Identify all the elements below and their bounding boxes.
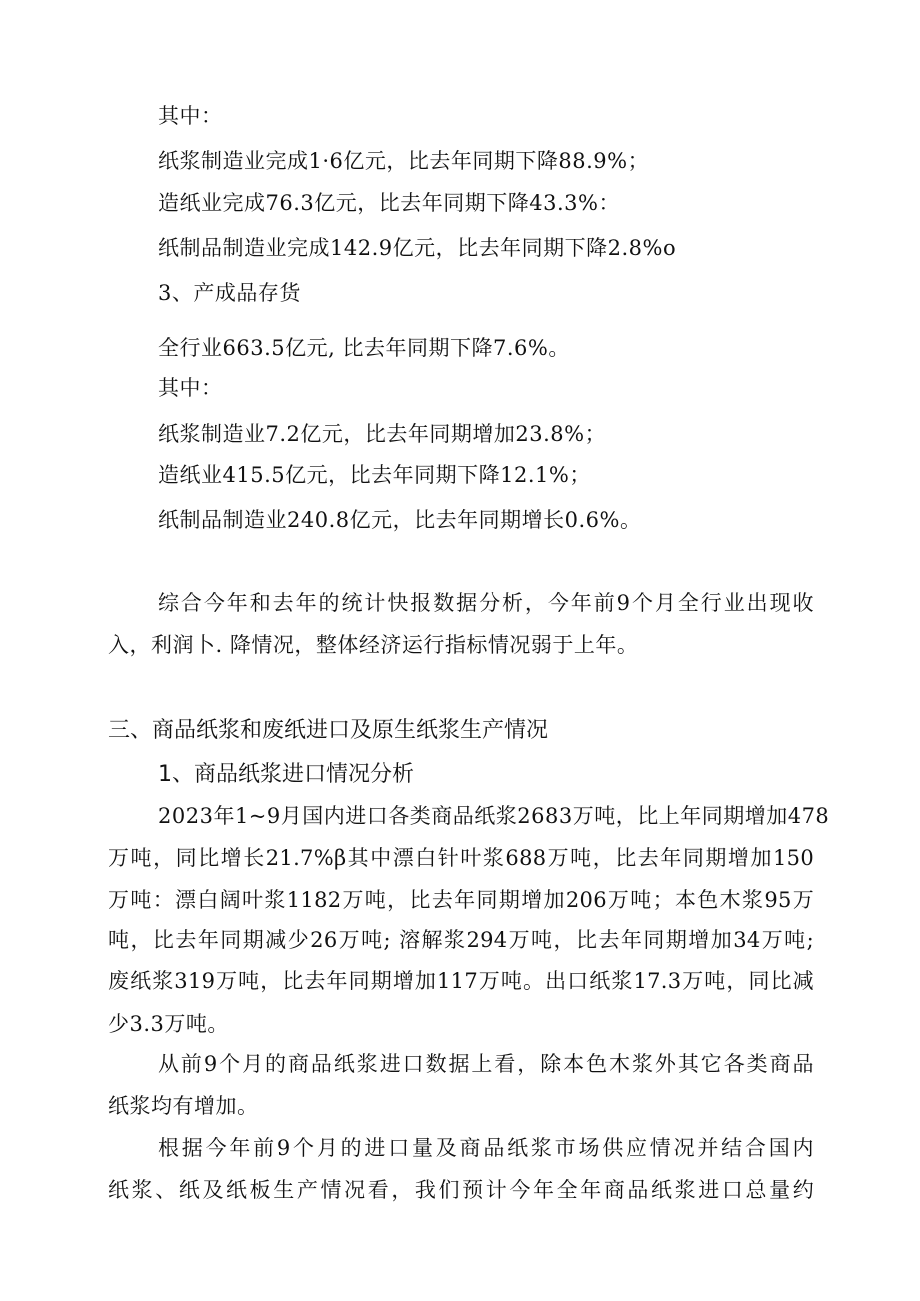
inventory-pulp-line: 纸浆制造业7.2亿元，比去年同期增加23.8%； xyxy=(158,422,607,446)
section-3-subtitle: 1、商品纸浆进口情况分析 xyxy=(158,762,414,787)
paper-revenue-line: 造纸业完成76.3亿元，比去年同期下降43.3%： xyxy=(158,191,620,215)
trend-para-line-2: 纸浆均有增加。 xyxy=(108,1094,259,1118)
products-revenue-line: 纸制品制造业完成142.9亿元，比去年同期下降2.8%o xyxy=(158,236,677,260)
import-para-line-6: 少3.3万吨。 xyxy=(108,1012,229,1036)
summary-line-1: 综合今年和去年的统计快报数据分析，今年前9个月全行业出现收 xyxy=(158,591,814,615)
inventory-paper-line: 造纸业415.5亿元，比去年同期下降12.1%； xyxy=(158,463,591,487)
forecast-para-line-1: 根据今年前9个月的进口量及商品纸浆市场供应情况并结合国内 xyxy=(158,1136,814,1160)
import-para-line-2: 万吨，同比增长21.7%β其中漂白针叶浆688万吨，比去年同期增加150 xyxy=(108,846,814,870)
inventory-total-line: 全行业663.5亿元, 比去年同期下降7.6%。 xyxy=(158,336,570,360)
section-3-title: 三、商品纸浆和废纸进口及原生纸浆生产情况 xyxy=(108,718,549,743)
forecast-para-line-2: 纸浆、纸及纸板生产情况看，我们预计今年全年商品纸浆进口总量约 xyxy=(108,1178,814,1202)
pulp-revenue-line: 纸浆制造业完成1·6亿元，比去年同期下降88.9%； xyxy=(158,149,650,173)
trend-para-line-1: 从前9个月的商品纸浆进口数据上看，除本色木浆外其它各类商品 xyxy=(158,1052,814,1076)
import-para-line-4: 吨，比去年同期减少26万吨; 溶解浆294万吨，比去年同期增加34万吨; xyxy=(108,928,814,952)
qizhong-label-2: 其中： xyxy=(158,376,223,400)
import-para-line-3: 万吨：漂白阔叶浆1182万吨，比去年同期增加206万吨；本色木浆95万 xyxy=(108,888,814,912)
qizhong-label-1: 其中： xyxy=(158,104,223,128)
import-para-line-1: 2023年1~9月国内进口各类商品纸浆2683万吨，比上年同期增加478 xyxy=(158,804,830,828)
import-para-line-5: 废纸浆319万吨，比去年同期增加117万吨。出口纸浆17.3万吨，同比减 xyxy=(108,969,814,993)
inventory-heading: 3、产成品存货 xyxy=(158,281,301,305)
summary-line-2: 入，利润卜. 降情况，整体经济运行指标情况弱于上年。 xyxy=(108,633,639,657)
inventory-products-line: 纸制品制造业240.8亿元，比去年同期增长0.6%。 xyxy=(158,508,642,532)
